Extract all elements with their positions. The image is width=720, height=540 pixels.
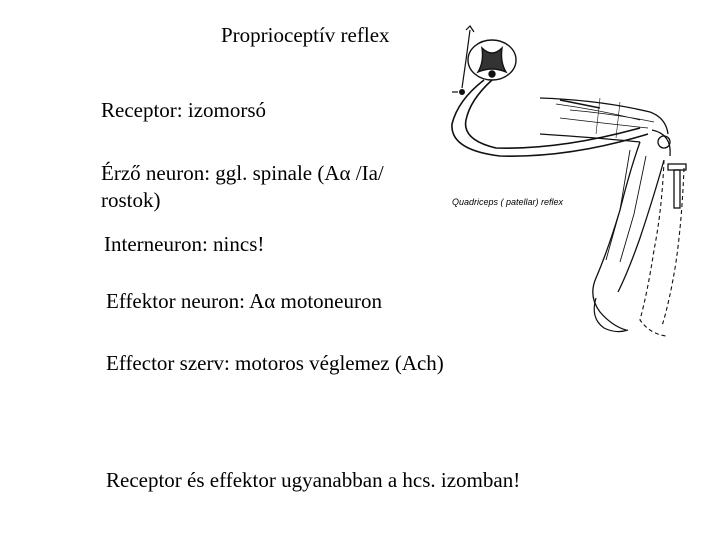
spinal-cord-section [468,40,516,80]
foot [594,298,628,332]
patellar-reflex-illustration [430,18,700,343]
conclusion-text: Receptor és effektor ugyanabban a hcs. izomban! [106,468,521,492]
cord-arrows [452,26,474,92]
effector-neuron-text: Effektor neuron: Aα motoneuron [106,289,382,313]
interneuron-text: Interneuron: nincs! [104,232,265,256]
ganglion [459,89,465,95]
effector-organ-text: Effector szerv: motoros véglemez (Ach) [106,351,444,375]
slide-title: Proprioceptív reflex [221,23,390,47]
receptor-text: Receptor: izomorsó [101,98,267,122]
figure-caption: Quadriceps ( patellar) reflex [452,197,564,207]
lower-leg-kick [640,160,684,336]
lower-leg [593,142,664,330]
sensory-neuron-text-cont: rostok) [101,188,161,212]
thigh [540,98,668,142]
sensory-neuron-text: Érző neuron: ggl. spinale (Aα /Ia/ [101,161,384,185]
reflex-arc-fibers [452,80,648,156]
